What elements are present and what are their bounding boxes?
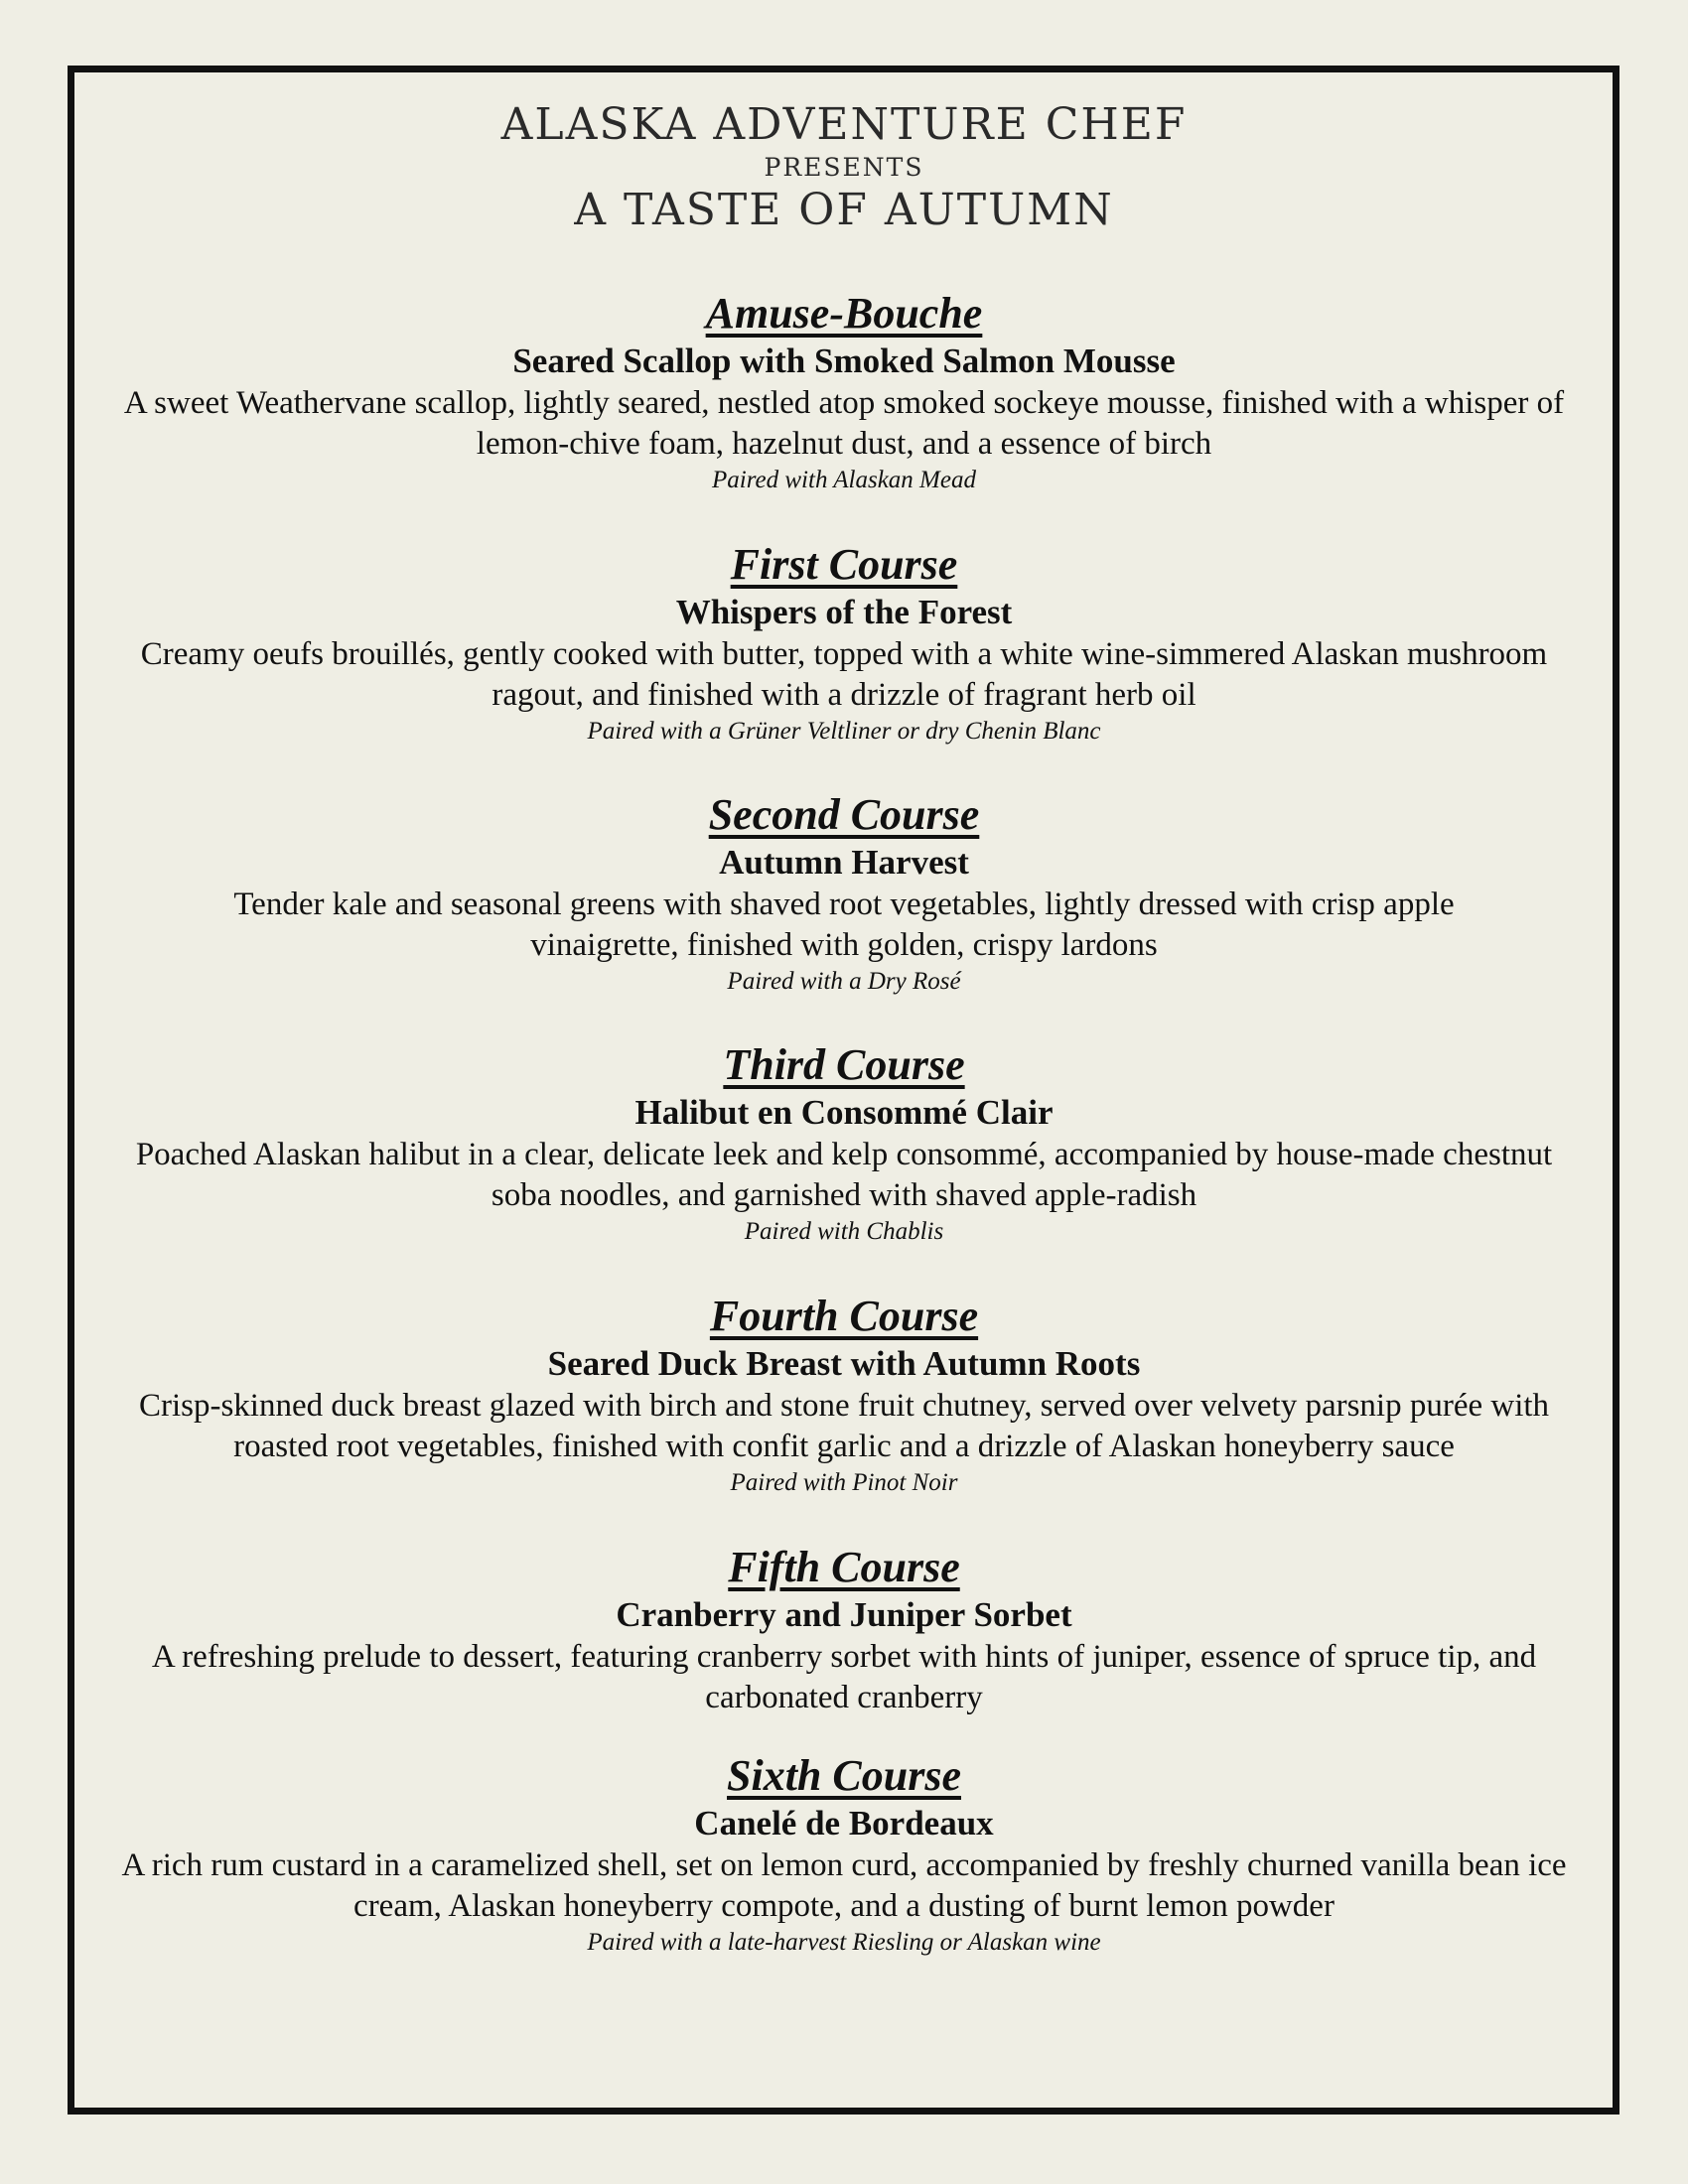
- dish-name: Seared Scallop with Smoked Salmon Mousse: [512, 341, 1176, 380]
- course-heading: Sixth Course: [727, 1751, 961, 1800]
- dish-description: Creamy oeufs brouillés, gently cooked with butter, topped with a white wine-simmered Alaskan mushroom ragout, and finished with a drizzle of fragrant herb oil: [140, 636, 1548, 713]
- course-heading: Second Course: [708, 790, 980, 839]
- dish-name: Whispers of the Forest: [675, 593, 1013, 631]
- wine-pairing: Paired with Pinot Noir: [730, 1469, 958, 1496]
- course-heading: First Course: [730, 540, 958, 589]
- course-heading: Third Course: [723, 1040, 965, 1089]
- menu-presents: PRESENTS: [764, 153, 924, 182]
- menu-title: ALASKA ADVENTURE CHEF: [500, 99, 1188, 150]
- dish-description: A rich rum custard in a caramelized shell, set on lemon curd, accompanied by freshly churned vanilla bean ice cream, Alaskan honeyberry compote, and a dusting of burnt lemon powder: [121, 1847, 1567, 1924]
- dish-name: Canelé de Bordeaux: [694, 1804, 994, 1843]
- course-sixth: [89, 1750, 1599, 1959]
- course-first: [89, 539, 1599, 748]
- dish-name: Cranberry and Juniper Sorbet: [616, 1595, 1072, 1634]
- course-second: [89, 789, 1599, 998]
- wine-pairing: Paired with Chablis: [744, 1218, 944, 1245]
- dish-description: A sweet Weathervane scallop, lightly seared, nestled atop smoked sockeye mousse, finished with a whisper of lemon-chive foam, hazelnut dust, and a essence of birch: [123, 385, 1565, 462]
- course-heading: Amuse-Bouche: [705, 289, 983, 338]
- course-heading: Fifth Course: [728, 1543, 960, 1591]
- wine-pairing: Paired with a Grüner Veltliner or dry Chenin Blanc: [587, 718, 1101, 745]
- wine-pairing: Paired with a late-harvest Riesling or Alaskan wine: [587, 1929, 1101, 1956]
- wine-pairing: Paired with a Dry Rosé: [727, 968, 961, 995]
- dish-name: Autumn Harvest: [719, 843, 969, 882]
- course-heading: Fourth Course: [709, 1292, 979, 1340]
- menu-subtitle: A TASTE OF AUTUMN: [574, 185, 1114, 235]
- course-amuse-bouche: [89, 288, 1599, 496]
- course-fifth: [89, 1542, 1599, 1718]
- dish-name: Seared Duck Breast with Autumn Roots: [547, 1344, 1141, 1383]
- dish-description: Poached Alaskan halibut in a clear, delicate leek and kelp consommé, accompanied by house-made chestnut soba noodles, and garnished with shaved apple-radish: [135, 1137, 1553, 1213]
- dish-name: Halibut en Consommé Clair: [634, 1093, 1054, 1132]
- course-fourth: [89, 1291, 1599, 1499]
- course-third: [89, 1039, 1599, 1248]
- wine-pairing: Paired with Alaskan Mead: [712, 467, 976, 493]
- dish-description: A refreshing prelude to dessert, featuring cranberry sorbet with hints of juniper, essence of spruce tip, and carbonated cranberry: [151, 1639, 1537, 1715]
- dish-description: Tender kale and seasonal greens with shaved root vegetables, lightly dressed with crisp apple vinaigrette, finished with golden, crispy lardons: [233, 887, 1455, 963]
- dish-description: Crisp-skinned duck breast glazed with birch and stone fruit chutney, served over velvety parsnip purée with roasted root vegetables, finished with confit garlic and a drizzle of Alaskan honeyberry sauce: [138, 1388, 1550, 1464]
